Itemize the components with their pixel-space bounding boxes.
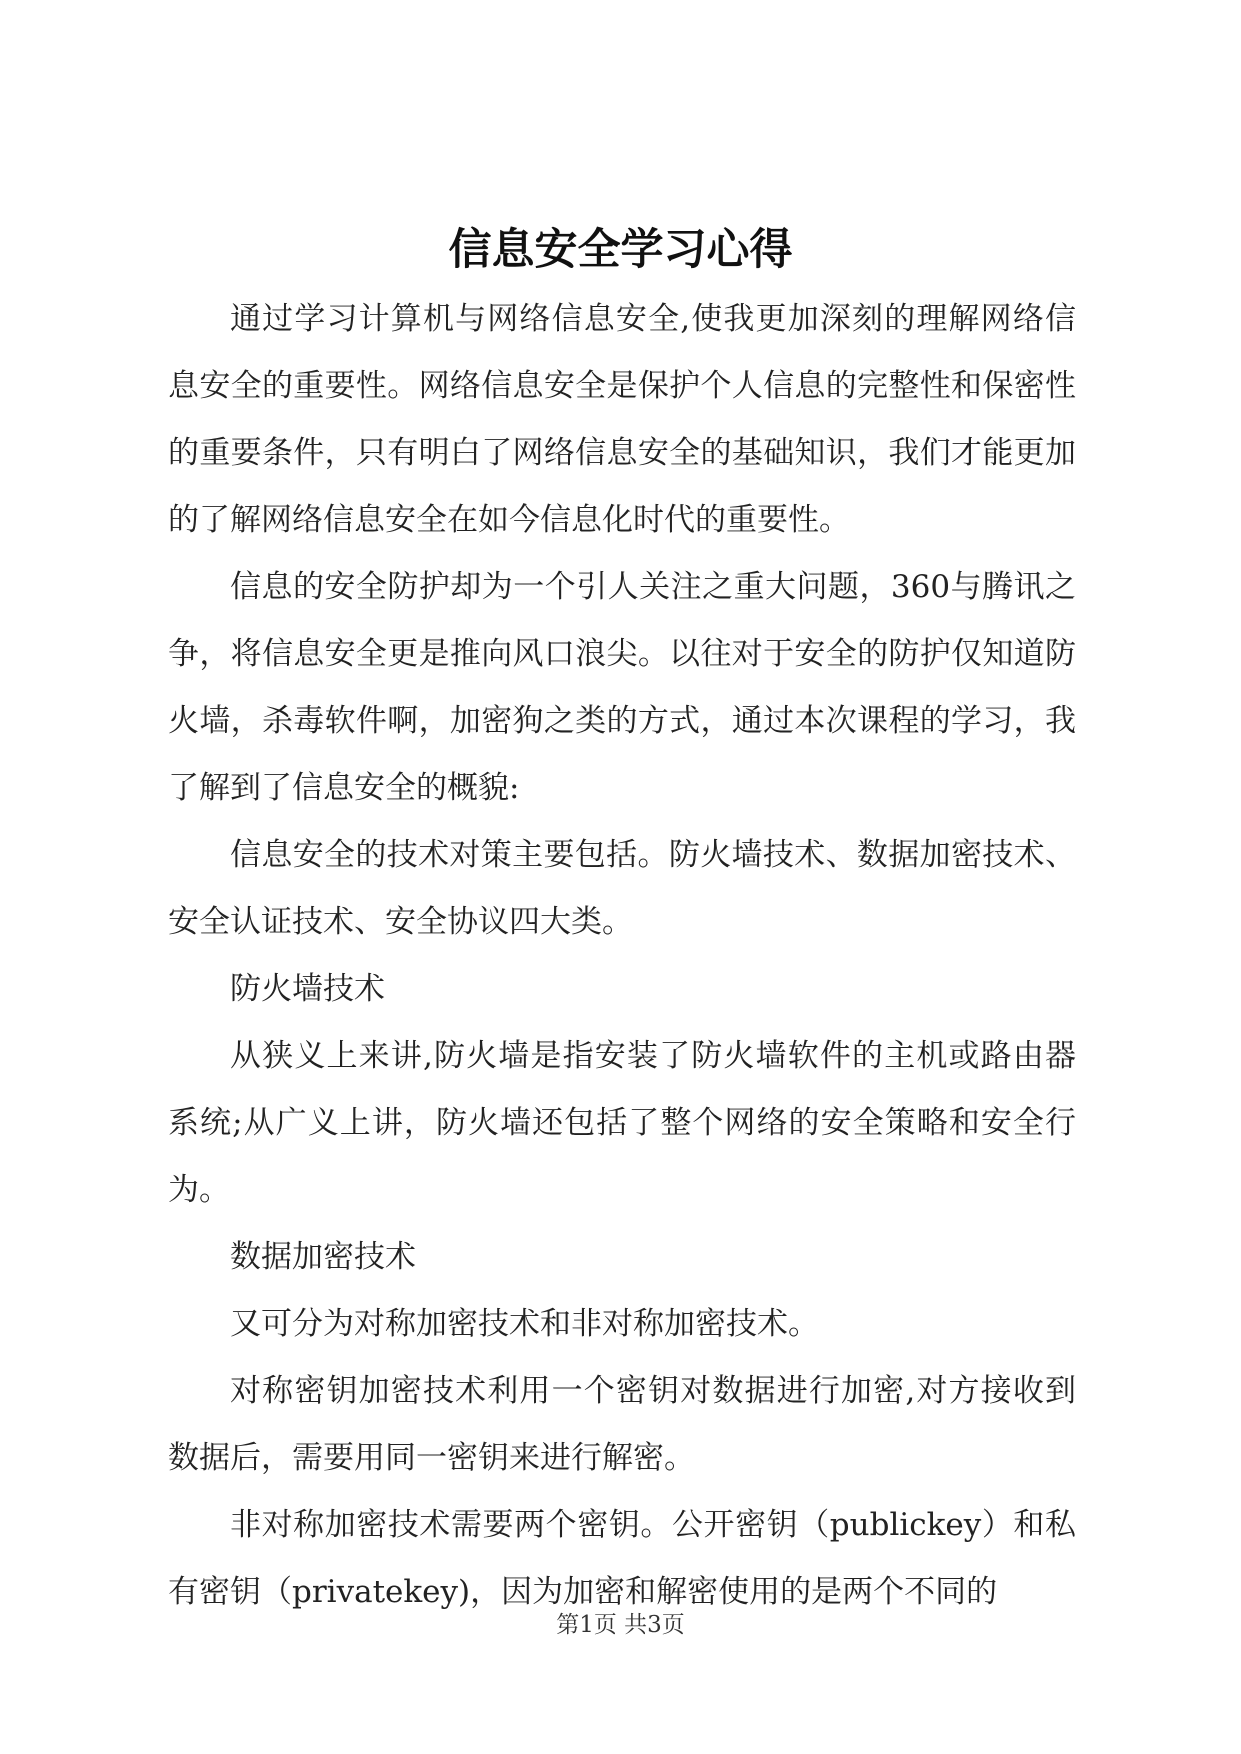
paragraph: 通过学习计算机与网络信息安全,使我更加深刻的理解网络信息安全的重要性。网络信息安全是保护个人信息的完整性和保密性的重要条件，只有明白了网络信息安全的基础知识，我们才能更加的了解网络信息安全在如今信息化时代的重要性。: [168, 301, 1076, 538]
paragraph: 又可分为对称加密技术和非对称加密技术。: [230, 1306, 819, 1342]
section-heading-firewall: 防火墙技术: [230, 971, 385, 1007]
paragraph: 非对称加密技术需要两个密钥。公开密钥（publickey）和私有密钥（privatekey)，因为加密和解密使用的是两个不同的: [168, 1507, 1076, 1610]
paragraph: 信息安全的技术对策主要包括。防火墙技术、数据加密技术、安全认证技术、安全协议四大类。: [168, 837, 1076, 940]
document-body: [168, 286, 1076, 1626]
paragraph: 从狭义上来讲,防火墙是指安装了防火墙软件的主机或路由器系统;从广义上讲，防火墙还包括了整个网络的安全策略和安全行为。: [168, 1038, 1076, 1208]
section-heading-data-encryption: 数据加密技术: [230, 1239, 416, 1275]
paragraph: 对称密钥加密技术利用一个密钥对数据进行加密,对方接收到数据后，需要用同一密钥来进行解密。: [168, 1373, 1076, 1476]
paragraph: 信息的安全防护却为一个引人关注之重大问题，360与腾讯之争，将信息安全更是推向风口浪尖。以往对于安全的防护仅知道防火墙，杀毒软件啊，加密狗之类的方式，通过本次课程的学习，我了解到了信息安全的概貌:: [168, 569, 1076, 806]
page-number-footer: 第1页 共3页: [556, 1612, 685, 1638]
document-title: 信息安全学习心得: [448, 225, 793, 275]
